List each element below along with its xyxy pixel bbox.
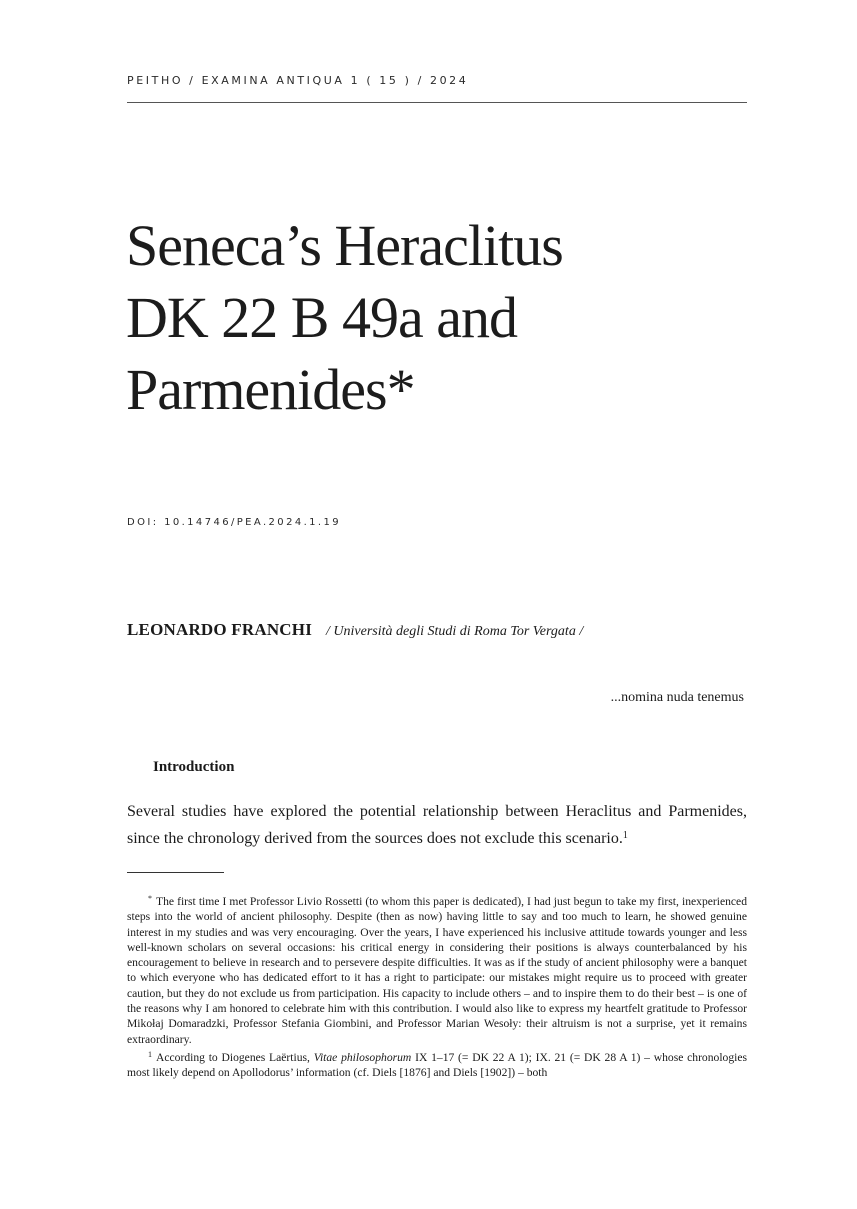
doi: DOI: 10.14746/PEA.2024.1.19 (127, 517, 342, 528)
footnotes (127, 891, 747, 1081)
author-name: LEONARDO FRANCHI (127, 620, 313, 639)
footnote-1 (127, 1047, 747, 1081)
title-line-1: Seneca’s Heraclitus (126, 213, 563, 278)
section-heading: Introduction (153, 759, 235, 775)
footnote-mark: * (148, 894, 152, 903)
body-paragraph (127, 800, 747, 851)
title-line-2: DK 22 B 49a and (126, 285, 517, 350)
work-title: Vitae philosophorum (313, 1050, 412, 1064)
author-line (127, 620, 583, 640)
paragraph-text: Several studies have explored the potential relationship between Heraclitus and Parmenides, since the chronology derived from the sources does not exclude this scenario. (127, 803, 747, 847)
article-title (126, 210, 766, 426)
footnote-text-before: According to Diogenes Laërtius, (156, 1050, 310, 1064)
footnote-mark: 1 (148, 1049, 152, 1059)
footnote-text: The first time I met Professor Livio Rossetti (to whom this paper is dedicated), I had just begun to take my first, inexperienced steps into the world of ancient philosophy. Despite (then as now) having little to say and too much to learn, he showed genuine interest in my studies and was very encouraging. Over the years, I have experienced his inclusive attitude towards younger and less well-known scholars on several occasions: his critical energy in considering their positions is always counterbalanced by his encouragement to believe in research and to persevere despite difficulties. It was as if the study of ancient philosophy were a banquet to which everyone who has dedicated effort to it has a right to participate: our mistakes might require us to proceed with greater caution, but they do not exclude us from participation. His capacity to include others – and to inspire them to do their best – is one of the reasons why I am honored to celebrate him with this contribution. I would also like to express my heartfelt gratitude to Professor Mikołaj Domaradzki, Professor Stefania Giombini, and Professor Marian Wesoły: their altruism is not a surprise, yet it remains extraordinary. (127, 895, 747, 1046)
header-rule (127, 102, 747, 103)
footnote-rule (127, 872, 224, 873)
footnote-ref-1[interactable]: 1 (622, 830, 628, 841)
author-affiliation: / Università degli Studi di Roma Tor Vergata / (326, 624, 584, 639)
epigraph: ...nomina nuda tenemus (610, 690, 744, 705)
footnote-text-after: IX 1–17 (= DK 22 A 1); IX. 21 (= DK 28 A 1) – whose chronologies most likely depend on Apollodorus’ information (cf. Diels [1876] and Diels [1902]) – both (127, 1050, 748, 1080)
journal-header: PEITHO / EXAMINA ANTIQUA 1 ( 15 ) / 2024 (127, 74, 469, 87)
title-line-3: Parmenides* (126, 357, 415, 422)
footnote-star (127, 891, 747, 1047)
